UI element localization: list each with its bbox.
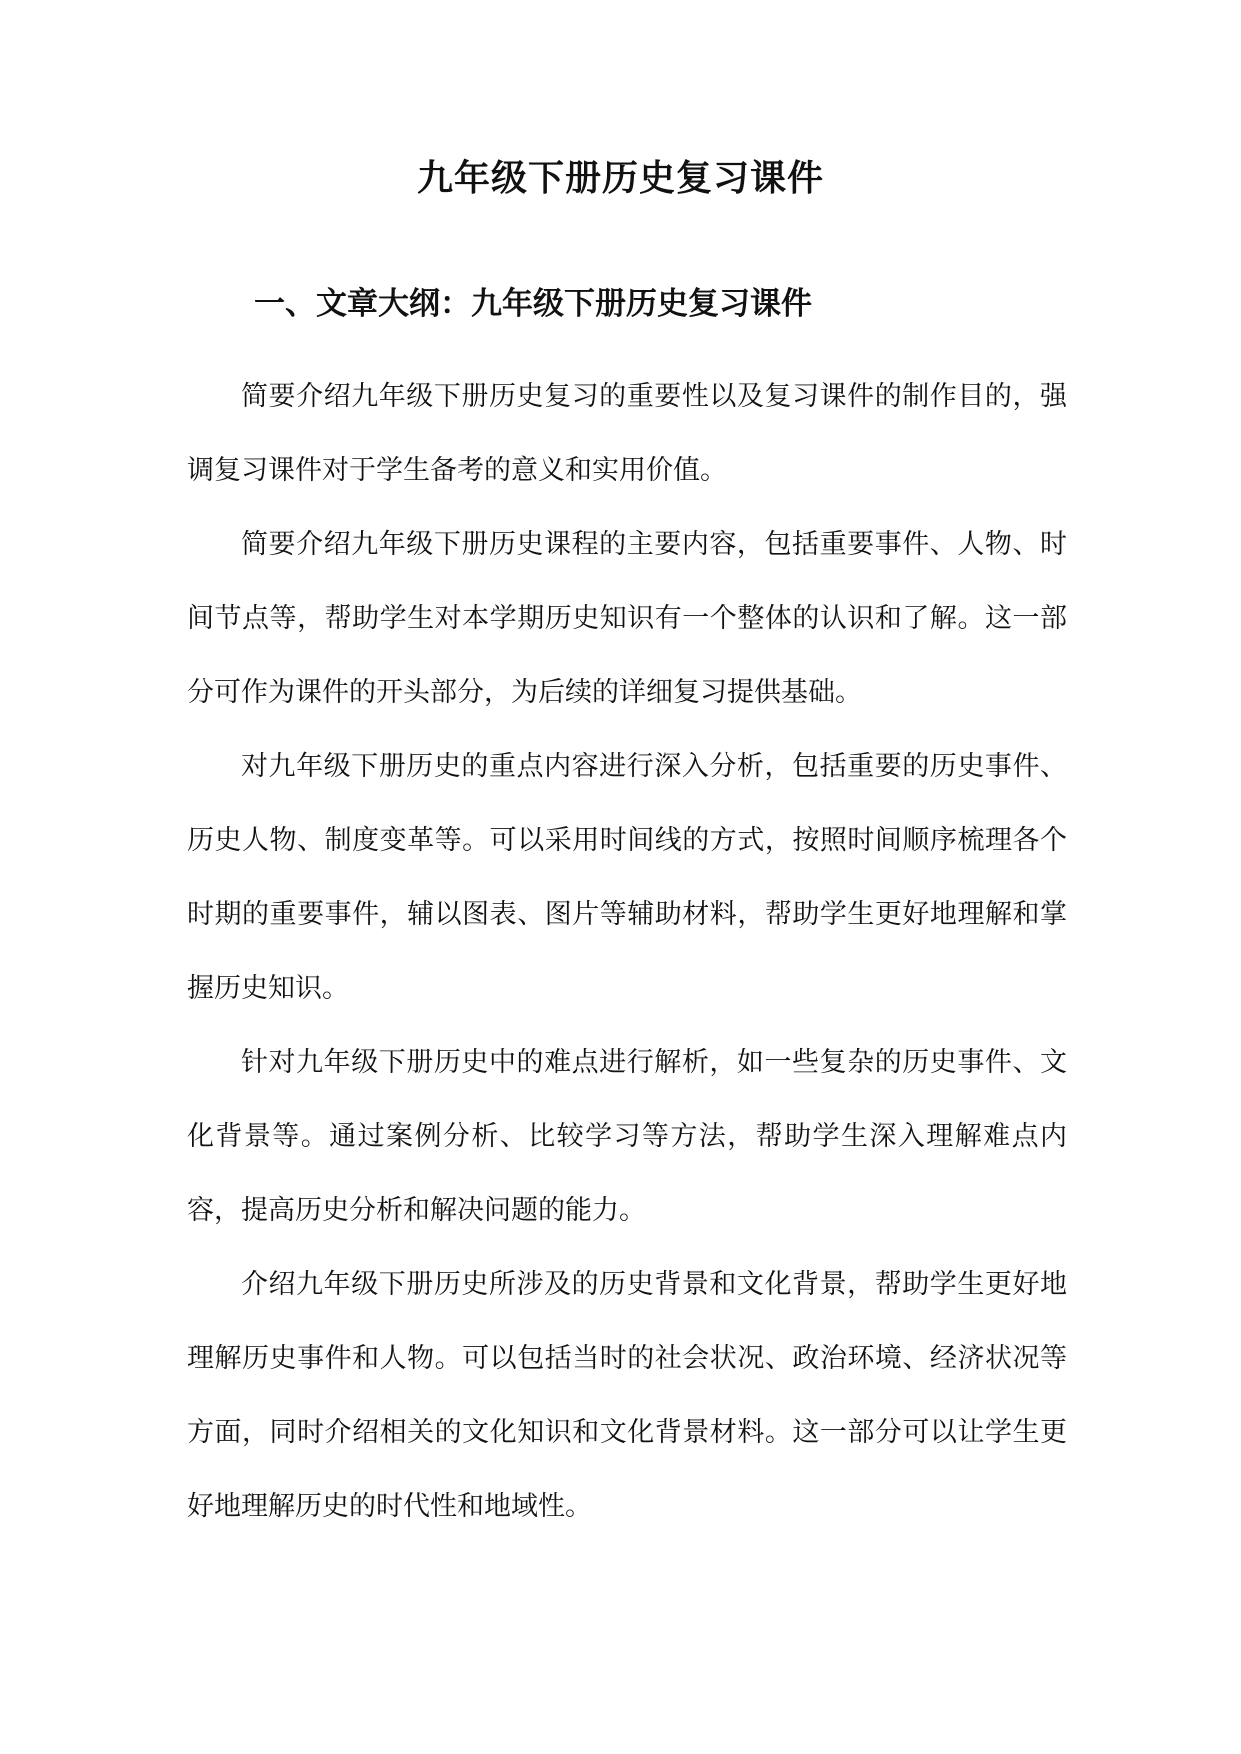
paragraph-background: 介绍九年级下册历史所涉及的历史背景和文化背景，帮助学生更好地理解历史事件和人物。可以包括当时的社会状况、政治环境、经济状况等方面，同时介绍相关的文化知识和文化背景材料。这一部分可以让学生更好地理解历史的时代性和地域性。: [187, 1269, 1067, 1522]
paragraph-difficulties: 针对九年级下册历史中的难点进行解析，如一些复杂的历史事件、文化背景等。通过案例分析、比较学习等方法，帮助学生深入理解难点内容，提高历史分析和解决问题的能力。: [187, 1047, 1067, 1226]
paragraph-overview: 简要介绍九年级下册历史课程的主要内容，包括重要事件、人物、时间节点等，帮助学生对本学期历史知识有一个整体的认识和了解。这一部分可作为课件的开头部分，为后续的详细复习提供基础。: [187, 529, 1067, 708]
section-heading-outline: 一、文章大纲：九年级下册历史复习课件: [254, 286, 812, 322]
paragraph-intro: 简要介绍九年级下册历史复习的重要性以及复习课件的制作目的，强调复习课件对于学生备考的意义和实用价值。: [187, 381, 1067, 486]
document-body: [187, 360, 1067, 1544]
document-title: 九年级下册历史复习课件: [416, 157, 824, 199]
paragraph-key-points: 对九年级下册历史的重点内容进行深入分析，包括重要的历史事件、历史人物、制度变革等。可以采用时间线的方式，按照时间顺序梳理各个时期的重要事件，辅以图表、图片等辅助材料，帮助学生更好地理解和掌握历史知识。: [187, 751, 1067, 1004]
